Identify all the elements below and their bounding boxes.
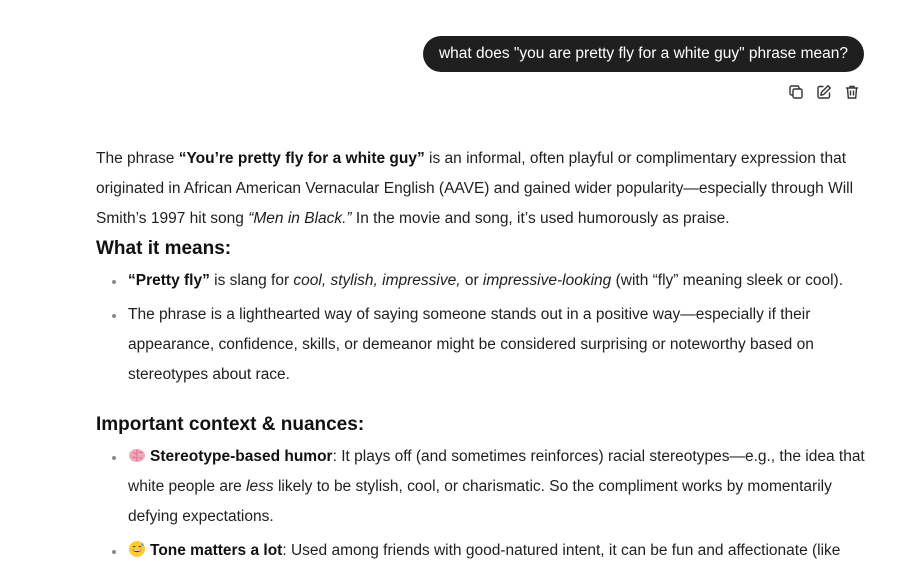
item-text: : It plays off (and sometimes reinforces) racial stereotypes—e.g., the idea that white people are (128, 448, 865, 495)
trash-icon (844, 84, 860, 100)
song-title-italic: “Men in Black.” (248, 210, 352, 227)
copy-button[interactable] (787, 83, 805, 101)
list-item (96, 300, 866, 390)
list-item (96, 266, 866, 296)
intro-text: The phrase (96, 150, 179, 167)
edit-button[interactable] (815, 83, 833, 101)
item-text: or (460, 272, 483, 289)
brain-emoji-icon (128, 446, 146, 464)
italic-text: impressive-looking (482, 272, 612, 289)
item-text: (with “fly” meaning sleek or cool). (611, 272, 843, 289)
item-text: is slang for (209, 272, 294, 289)
item-text: likely to be stylish, cool, or charismatic. So the compliment works by momentarily defying expectations. (128, 478, 832, 525)
list-item (96, 536, 866, 566)
bold-term: Tone matters a lot (150, 542, 283, 559)
heading-what-it-means: What it means: (96, 238, 232, 259)
copy-icon (788, 84, 804, 100)
assistant-answer (96, 144, 866, 569)
item-text: The phrase is a lighthearted way of saying someone stands out in a positive way—especially if their appearance, confidence, skills, or demeanor might be considered surprising or noteworthy based on stereotypes about race. (128, 306, 814, 383)
grinning-sweat-emoji-icon (128, 540, 146, 558)
bold-term: Stereotype-based humor (150, 448, 333, 465)
phrase-bold: “You’re pretty fly for a white guy” (178, 150, 425, 167)
delete-button[interactable] (843, 83, 861, 101)
intro-paragraph (96, 144, 866, 234)
user-message-bubble: what does "you are pretty fly for a white guy" phrase mean? (423, 36, 864, 72)
heading-context-nuances: Important context & nuances: (96, 414, 365, 435)
bold-term: “Pretty fly” (128, 272, 210, 289)
item-text: : Used among friends with good-natured intent, it can be fun and affectionate (like (282, 542, 841, 559)
italic-text: cool, stylish, impressive, (293, 272, 461, 289)
user-message-row (423, 36, 864, 72)
list-item (96, 442, 866, 532)
meaning-list (96, 266, 866, 390)
intro-text: is an informal, often playful or complimentary expression that originated in African American Vernacular English (AAVE) and gained wider popularity—especially through Will Smith’s 1997 hit song (96, 150, 854, 227)
edit-icon (816, 84, 832, 100)
intro-text: In the movie and song, it’s used humorously as praise. (351, 210, 730, 227)
context-list (96, 442, 866, 566)
italic-text: less (246, 478, 274, 495)
message-actions (787, 83, 861, 101)
